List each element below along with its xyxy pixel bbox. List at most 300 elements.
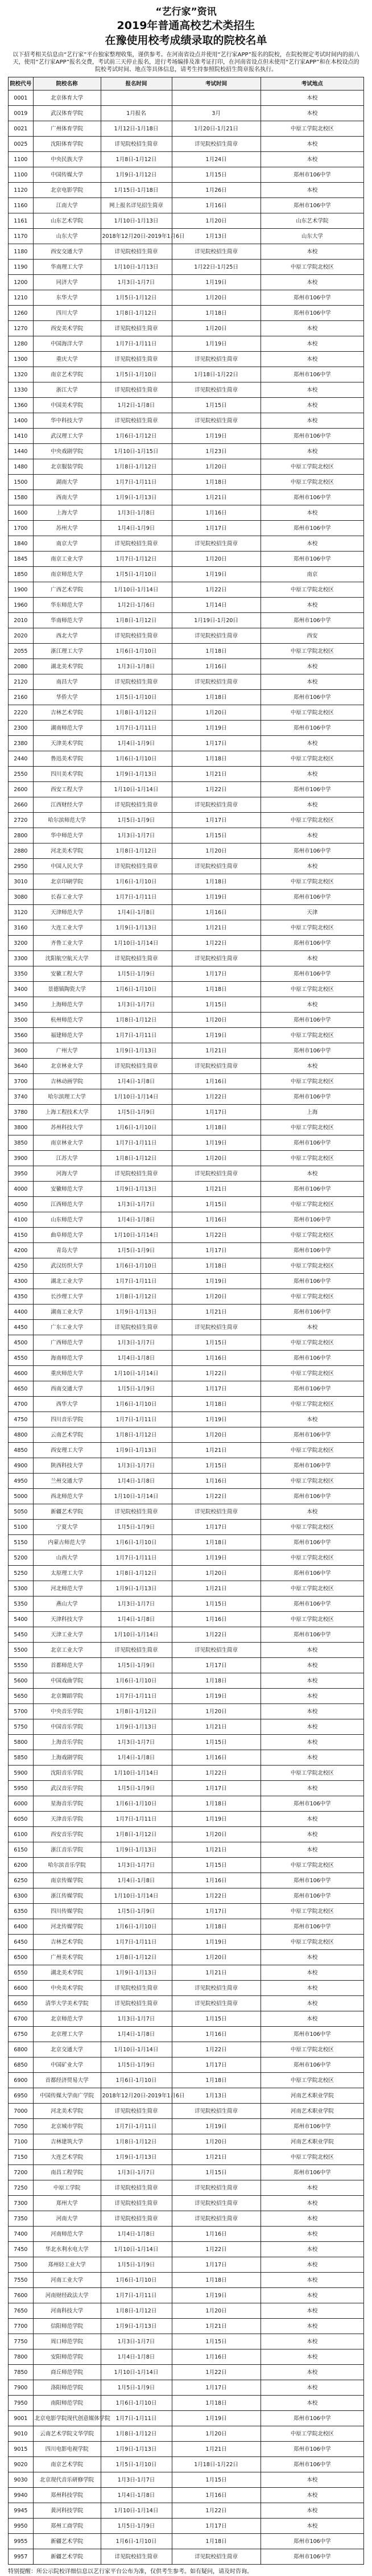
- college-name: 北京电影学院: [33, 183, 101, 198]
- exam-time: 1月18日: [172, 1535, 261, 1550]
- college-code: 1100: [9, 152, 34, 167]
- exam-location: 本校: [261, 2196, 363, 2211]
- college-code: 4550: [9, 1351, 34, 1366]
- college-name: 天津工业大学: [33, 1627, 101, 1643]
- college-name: 中国传媒大学南广学院: [33, 2088, 101, 2104]
- exam-location: 中原工学院北校区: [261, 920, 363, 936]
- exam-location: 郑州市106中学: [261, 167, 363, 183]
- registration-time: 2018年12月20日-2019年1月6日: [101, 2088, 172, 2104]
- college-code: 6750: [9, 2027, 34, 2042]
- exam-time: 1月16日: [172, 1074, 261, 1089]
- exam-location: 郑州市106中学: [261, 782, 363, 797]
- table-row: [9, 198, 364, 213]
- exam-time: 详见院校招生简章: [172, 352, 261, 367]
- exam-time: 详见院校招生简章: [172, 1166, 261, 1182]
- table-row: [9, 1320, 364, 1335]
- college-name: 吉林艺术学院: [33, 705, 101, 721]
- college-name: 西北师范大学: [33, 1489, 101, 1504]
- college-name: 杭州师范大学: [33, 1013, 101, 1028]
- registration-time: 1月10日-1月14日: [101, 1366, 172, 1381]
- registration-time: 1月3日-1月7日: [101, 997, 172, 1013]
- table-row: [9, 382, 364, 398]
- table-row: [9, 1489, 364, 1504]
- exam-location: 郑州市106中学: [261, 1489, 363, 1504]
- exam-location: 本校: [261, 2503, 363, 2519]
- exam-time: 1月18日: [172, 2273, 261, 2288]
- college-name: 浙江传媒学院: [33, 1888, 101, 1904]
- registration-time: 1月7日-1月11日: [101, 475, 172, 490]
- table-row: [9, 2396, 364, 2411]
- exam-time: 1月19日: [172, 1412, 261, 1427]
- table-row: [9, 336, 364, 352]
- college-code: 1700: [9, 521, 34, 536]
- registration-time: 1月6日-1月10日: [101, 982, 172, 997]
- exam-time: 1月22日: [172, 2042, 261, 2057]
- table-row: [9, 2426, 364, 2442]
- exam-location: 中原工学院北校区: [261, 1904, 363, 1919]
- exam-time: 1月17日: [172, 2057, 261, 2073]
- registration-time: 1月7日-1月12日: [101, 552, 172, 567]
- registration-time: 1月9日-1月12日: [101, 167, 172, 183]
- registration-time: 1月3日-1月7日: [101, 275, 172, 290]
- exam-location: 本校: [261, 2257, 363, 2273]
- college-code: 7900: [9, 2380, 34, 2396]
- college-code: 5650: [9, 1689, 34, 1704]
- table-row: [9, 444, 364, 459]
- table-row: [9, 2180, 364, 2196]
- registration-time: 1月9日-1月13日: [101, 1443, 172, 1458]
- exam-location: 本校: [261, 152, 363, 167]
- exam-time: 1月15日: [172, 997, 261, 1013]
- table-row: [9, 1950, 364, 1965]
- exam-location: 中原工学院北校区: [261, 260, 363, 275]
- table-row: [9, 521, 364, 536]
- exam-location: 中原工学院北校区: [261, 2426, 363, 2442]
- college-name: 中国音乐学院: [33, 1719, 101, 1735]
- exam-time: 1月22日: [172, 1627, 261, 1643]
- exam-location: 本校: [261, 336, 363, 352]
- college-name: 哈尔滨音乐学院: [33, 1858, 101, 1873]
- table-row: [9, 1089, 364, 1105]
- college-code: 3450: [9, 997, 34, 1013]
- exam-time: 1月16日: [172, 1750, 261, 1766]
- exam-time: [172, 90, 261, 106]
- table-row: [9, 1981, 364, 1996]
- exam-location: 上海: [261, 1105, 363, 1120]
- table-row: [9, 628, 364, 644]
- college-name: 兰州交通大学: [33, 1474, 101, 1489]
- college-name: 北京电影学院现代创意媒体学院: [33, 2411, 101, 2426]
- registration-time: 1月8日-1月12日: [101, 843, 172, 859]
- college-name: 广东工业大学: [33, 1320, 101, 1335]
- registration-time: 1月3日-1月8日: [101, 505, 172, 521]
- college-code: 7350: [9, 2211, 34, 2227]
- exam-location: 天津: [261, 905, 363, 920]
- table-row: [9, 659, 364, 674]
- college-name: 信阳师范学院: [33, 2319, 101, 2334]
- exam-time: 1月20日: [172, 1427, 261, 1443]
- college-name: 郑州科技学院: [33, 2488, 101, 2503]
- exam-time: 1月19日: [172, 1274, 261, 1289]
- table-row: [9, 213, 364, 229]
- college-name: 浙江理工大学: [33, 644, 101, 659]
- exam-location: 本校: [261, 1689, 363, 1704]
- college-name: 西南交通大学: [33, 1381, 101, 1397]
- table-row: [9, 1212, 364, 1228]
- table-row: [9, 352, 364, 367]
- college-code: 7500: [9, 2257, 34, 2273]
- college-code: 4850: [9, 1443, 34, 1458]
- college-name: 中国矿业大学: [33, 2057, 101, 2073]
- exam-time: 1月19日: [172, 429, 261, 444]
- registration-time: 1月5日-1月9日: [101, 966, 172, 982]
- college-code: 1845: [9, 552, 34, 567]
- exam-time: 详见院校招生简章: [172, 536, 261, 552]
- exam-location: 郑州市106中学: [261, 521, 363, 536]
- exam-time: 详见院校招生简章: [172, 1981, 261, 1996]
- table-row: [9, 1381, 364, 1397]
- college-code: 2550: [9, 767, 34, 782]
- exam-location: 中原工学院北校区: [261, 2042, 363, 2057]
- college-code: 2380: [9, 736, 34, 751]
- college-code: 5150: [9, 1535, 34, 1550]
- registration-time: 1月6日-1月10日: [101, 2073, 172, 2088]
- exam-location: 郑州市106中学: [261, 1458, 363, 1474]
- college-name: 福建师范大学: [33, 1028, 101, 1043]
- college-name: 洛阳师范学院: [33, 2380, 101, 2396]
- college-code: 5200: [9, 1550, 34, 1566]
- exam-time: 1月22日: [172, 1489, 261, 1504]
- table-row: [9, 1289, 364, 1305]
- college-code: 1900: [9, 582, 34, 598]
- college-name: 天津音乐学院: [33, 1812, 101, 1827]
- exam-time: 1月20日-1月21日: [172, 121, 261, 137]
- registration-time: 1月8日-1月12日: [101, 459, 172, 475]
- exam-time: 1月18日: [172, 1919, 261, 1935]
- exam-location: 中原工学院北校区: [261, 459, 363, 475]
- exam-location: 本校: [261, 183, 363, 198]
- college-code: 6000: [9, 1796, 34, 1812]
- table-row: [9, 767, 364, 782]
- college-name: 周口师范学院: [33, 2334, 101, 2349]
- college-name: 四川音乐学院: [33, 1412, 101, 1427]
- college-code: 6350: [9, 1904, 34, 1919]
- college-code: 5850: [9, 1750, 34, 1766]
- exam-location: 中原工学院北校区: [261, 582, 363, 598]
- registration-time: 1月10日-1月13日: [101, 213, 172, 229]
- table-row: [9, 2119, 364, 2134]
- college-name: 北京服装学院: [33, 459, 101, 475]
- college-name: 河海大学: [33, 1166, 101, 1182]
- registration-time: 1月4日-1月8日: [101, 1873, 172, 1888]
- college-code: 1170: [9, 229, 34, 244]
- exam-location: 中原工学院北校区: [261, 1289, 363, 1305]
- college-code: 7550: [9, 2273, 34, 2288]
- exam-time: 1月21日: [172, 1182, 261, 1197]
- table-row: [9, 1735, 364, 1750]
- registration-time: 1月6日-1月10日: [101, 1919, 172, 1935]
- college-code: 4950: [9, 1474, 34, 1489]
- college-code: 3900: [9, 1151, 34, 1166]
- college-code: 7650: [9, 2303, 34, 2319]
- exam-location: 河南艺术职业学院: [261, 2088, 363, 2104]
- registration-time: 1月9日-1月13日: [101, 490, 172, 505]
- exam-time: 1月14日: [172, 598, 261, 613]
- college-code: 1180: [9, 244, 34, 260]
- exam-time: 1月19日: [172, 336, 261, 352]
- exam-location: 本校: [261, 382, 363, 398]
- college-code: 1190: [9, 260, 34, 275]
- exam-location: 本校: [261, 598, 363, 613]
- table-row: [9, 982, 364, 997]
- exam-location: 中原工学院北校区: [261, 751, 363, 767]
- exam-location: 中原工学院北校区: [261, 1335, 363, 1351]
- college-code: 6800: [9, 2042, 34, 2057]
- college-code: 6450: [9, 1935, 34, 1950]
- exam-time: 详见院校招生简章: [172, 2196, 261, 2211]
- table-row: [9, 1596, 364, 1612]
- exam-location: 本校: [261, 1981, 363, 1996]
- exam-location: 郑州市106中学: [261, 966, 363, 982]
- registration-time: 1月10日-1月14日: [101, 1228, 172, 1243]
- registration-time: 1月6日-1月10日: [101, 644, 172, 659]
- registration-time: 1月8日-1月12日: [101, 1013, 172, 1028]
- exam-location: 郑州市106中学: [261, 2534, 363, 2549]
- exam-time: 1月20日: [172, 843, 261, 859]
- table-row: [9, 1243, 364, 1258]
- registration-time: 1月9日-1月13日: [101, 2319, 172, 2334]
- exam-location: 本校: [261, 2288, 363, 2303]
- exam-location: 郑州市106中学: [261, 1135, 363, 1151]
- college-name: 云南艺术学院: [33, 1427, 101, 1443]
- table-row: [9, 152, 364, 167]
- registration-time: 详见院校招生简章: [101, 1059, 172, 1074]
- college-name: 郑州轻工业大学: [33, 2257, 101, 2273]
- table-row: [9, 2011, 364, 2027]
- exam-location: 中原工学院北校区: [261, 1612, 363, 1627]
- exam-location: 本校: [261, 951, 363, 966]
- registration-time: 1月9日-1月13日: [101, 1842, 172, 1858]
- college-name: 新疆艺术学院: [33, 2549, 101, 2565]
- exam-location: 郑州市106中学: [261, 198, 363, 213]
- table-row: [9, 106, 364, 121]
- exam-location: 本校: [261, 1320, 363, 1335]
- exam-location: 郑州市106中学: [261, 306, 363, 321]
- exam-time: 1月19日: [172, 1689, 261, 1704]
- registration-time: 1月10日-1月14日: [101, 2242, 172, 2257]
- registration-time: 1月7日-1月11日: [101, 2411, 172, 2426]
- registration-time: 1月6日-1月10日: [101, 1120, 172, 1135]
- brand-line: “艺行家”资讯: [155, 6, 217, 18]
- registration-time: 详见院校招生简章: [101, 2104, 172, 2119]
- college-name: 上海大学: [33, 505, 101, 521]
- registration-time: 1月9日-1月13日: [101, 1719, 172, 1735]
- registration-time: 1月7日-1月11日: [101, 1028, 172, 1043]
- exam-location: 本校: [261, 244, 363, 260]
- exam-time: 1月20日: [172, 459, 261, 475]
- table-body: [9, 90, 364, 2565]
- college-name: 天津科技大学: [33, 1612, 101, 1627]
- table-row: [9, 813, 364, 828]
- college-name: 首都经济贸易大学: [33, 2073, 101, 2088]
- table-row: [9, 1474, 364, 1489]
- college-name: 湖南大学: [33, 475, 101, 490]
- registration-time: 1月7日-1月11日: [101, 1812, 172, 1827]
- college-code: 7250: [9, 2180, 34, 2196]
- college-name: 北京舞蹈学院: [33, 1689, 101, 1704]
- college-name: 青岛大学: [33, 1243, 101, 1258]
- college-code: 4050: [9, 1197, 34, 1212]
- college-code: 6650: [9, 1996, 34, 2011]
- exam-time: 1月19日: [172, 2119, 261, 2134]
- exam-time: 1月19日: [172, 1028, 261, 1043]
- college-name: 首都师范大学: [33, 1658, 101, 1673]
- exam-time: 1月16日: [172, 1351, 261, 1366]
- table-row: [9, 1274, 364, 1289]
- table-row: [9, 2442, 364, 2457]
- registration-time: 1月8日-1月12日: [101, 613, 172, 628]
- registration-time: 1月6日-1月10日: [101, 2396, 172, 2411]
- registration-time: 详见院校招生简章: [101, 352, 172, 367]
- exam-location: 郑州市106中学: [261, 1013, 363, 1028]
- registration-time: 1月5日-1月10日: [101, 690, 172, 705]
- header-registration: 报名时间: [101, 77, 172, 90]
- table-row: [9, 1182, 364, 1197]
- college-code: 2720: [9, 813, 34, 828]
- table-row: [9, 843, 364, 859]
- college-code: 7300: [9, 2196, 34, 2211]
- college-name: 北京现代音乐研修学院: [33, 2472, 101, 2488]
- exam-location: 河南艺术职业学院: [261, 2104, 363, 2119]
- college-code: 1160: [9, 198, 34, 213]
- college-name: 湖南工业大学: [33, 1305, 101, 1320]
- table-row: [9, 367, 364, 382]
- exam-location: 郑州市106中学: [261, 2027, 363, 2042]
- registration-time: 详见院校招生简章: [101, 1504, 172, 1520]
- exam-time: 1月20日: [172, 2303, 261, 2319]
- college-code: 3560: [9, 1028, 34, 1043]
- table-row: [9, 1935, 364, 1950]
- table-row: [9, 582, 364, 598]
- exam-time: 1月20日: [172, 290, 261, 306]
- registration-time: 1月3日-1月7日: [101, 1335, 172, 1351]
- college-code: 5700: [9, 1704, 34, 1719]
- table-row: [9, 1412, 364, 1427]
- college-name: 海南师范大学: [33, 1351, 101, 1366]
- table-row: [9, 2027, 364, 2042]
- college-name: 广西师范大学: [33, 1335, 101, 1351]
- exam-time: 1月18日: [172, 475, 261, 490]
- table-row: [9, 966, 364, 982]
- exam-location: 本校: [261, 2303, 363, 2319]
- college-name: 北京交通大学: [33, 2042, 101, 2057]
- document-title: 2019年普通高校艺术类招生: [117, 19, 255, 32]
- college-code: 4300: [9, 1274, 34, 1289]
- registration-time: 1月10日-1月14日: [101, 2365, 172, 2380]
- table-row: [9, 1658, 364, 1673]
- college-name: 星海音乐学院: [33, 1796, 101, 1812]
- table-row: [9, 167, 364, 183]
- college-name: 河南科技大学: [33, 2303, 101, 2319]
- college-code: 6600: [9, 1981, 34, 1996]
- college-code: 1210: [9, 290, 34, 306]
- exam-location: 中原工学院北校区: [261, 705, 363, 721]
- exam-location: 本校: [261, 1643, 363, 1658]
- registration-time: 1月6日-1月10日: [101, 751, 172, 767]
- table-row: [9, 2488, 364, 2503]
- registration-time: 1月9日-1月13日: [101, 920, 172, 936]
- exam-location: 郑州市106中学: [261, 1796, 363, 1812]
- table-row: [9, 1673, 364, 1689]
- college-name: 四川大学: [33, 306, 101, 321]
- college-code: 7750: [9, 2334, 34, 2349]
- college-code: 3700: [9, 1074, 34, 1089]
- exam-location: 本校: [261, 2488, 363, 2503]
- table-row: [9, 936, 364, 951]
- table-row: [9, 275, 364, 290]
- table-row: [9, 2211, 364, 2227]
- exam-location: 郑州市106中学: [261, 2119, 363, 2134]
- registration-time: 1月4日-1月8日: [101, 2227, 172, 2242]
- college-name: 浙江音乐学院: [33, 1842, 101, 1858]
- exam-time: 1月22日: [172, 782, 261, 797]
- registration-time: 1月4日-1月8日: [101, 1074, 172, 1089]
- exam-location: 中原工学院北校区: [261, 1074, 363, 1089]
- college-code: 4450: [9, 1320, 34, 1335]
- college-code: 7050: [9, 2119, 34, 2134]
- exam-location: 郑州市106中学: [261, 1873, 363, 1888]
- exam-location: 本校: [261, 1781, 363, 1796]
- college-name: 四川电影电视学院: [33, 2442, 101, 2457]
- exam-time: 1月15日: [172, 167, 261, 183]
- college-name: 上海工程技术大学: [33, 1105, 101, 1120]
- exam-location: 中原工学院北校区: [261, 1366, 363, 1381]
- registration-time: 详见院校招生简章: [101, 1643, 172, 1658]
- college-code: 1300: [9, 352, 34, 367]
- college-name: 重庆师范大学: [33, 1366, 101, 1381]
- college-name: 北京工业大学: [33, 1643, 101, 1658]
- exam-time: 1月13日: [172, 2088, 261, 2104]
- table-row: [9, 1258, 364, 1274]
- college-name: 四川传媒学院: [33, 1904, 101, 1919]
- college-name: 南阳师范学院: [33, 2396, 101, 2411]
- exam-time: 1月21日: [172, 1842, 261, 1858]
- college-code: 1840: [9, 536, 34, 552]
- registration-time: 1月8日-1月12日: [101, 1950, 172, 1965]
- exam-time: 详见院校招生简章: [172, 2104, 261, 2119]
- college-code: 6250: [9, 1873, 34, 1888]
- exam-location: 本校: [261, 674, 363, 690]
- table-row: [9, 1043, 364, 1059]
- exam-location: 本校: [261, 106, 363, 121]
- registration-time: 1月12日-1月18日: [101, 121, 172, 137]
- registration-time: 1月10日-1月13日: [101, 260, 172, 275]
- college-code: 2880: [9, 843, 34, 859]
- registration-time: 1月10日-1月14日: [101, 2503, 172, 2519]
- table-row: [9, 1965, 364, 1981]
- college-code: 9957: [9, 2549, 34, 2565]
- registration-time: 1月6日-1月10日: [101, 1796, 172, 1812]
- exam-location: 中原工学院北校区: [261, 1258, 363, 1274]
- table-row: [9, 306, 364, 321]
- exam-location: 本校: [261, 398, 363, 413]
- table-row: [9, 2365, 364, 2380]
- registration-time: 1月9日-1月13日: [101, 1581, 172, 1596]
- exam-time: 1月22日: [172, 1766, 261, 1781]
- registration-time: 1月7日-1月11日: [101, 1412, 172, 1427]
- table-row: [9, 1781, 364, 1796]
- table-row: [9, 1059, 364, 1074]
